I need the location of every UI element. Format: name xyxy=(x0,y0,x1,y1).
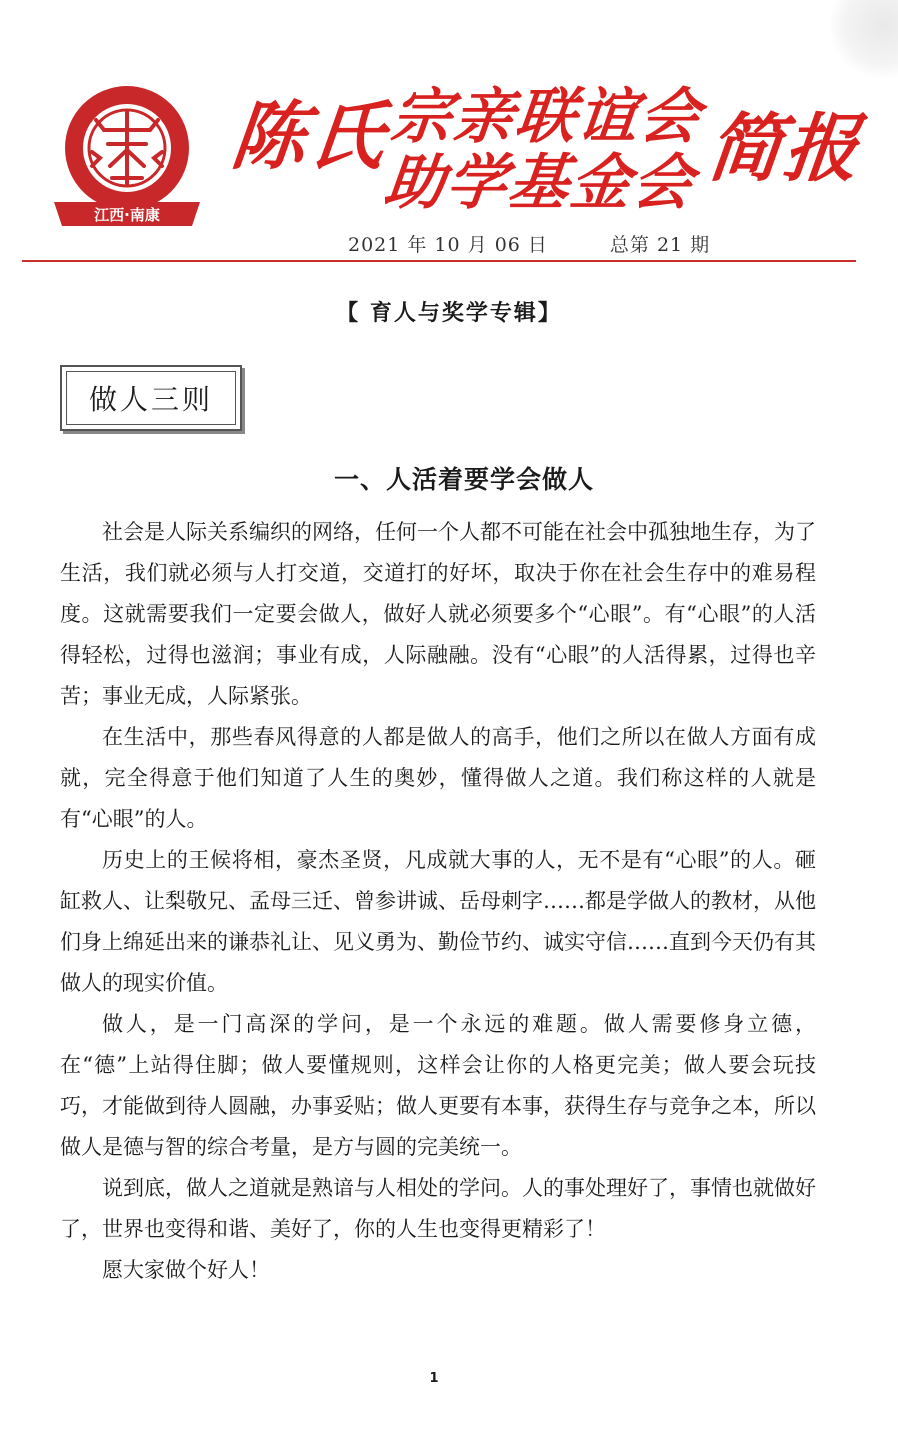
masthead-line2: 助学基金会 xyxy=(380,148,699,218)
issue-line xyxy=(348,230,710,257)
clan-seal-logo-icon xyxy=(52,80,202,230)
sub-heading: 一、人活着要学会做人 xyxy=(333,465,594,494)
masthead-suffix: 简报 xyxy=(703,106,865,192)
special-title: 【 育人与奖学专辑】 xyxy=(336,301,562,326)
page-number: 1 xyxy=(429,1371,439,1386)
paragraph: 在生活中，那些春风得意的人都是做人的高手，他们之所以在做人方面有成就，完全得意于他们知道了人生的奥妙，懂得做人之道。我们称这样的人就是有“心眼”的人。 xyxy=(60,725,816,831)
paragraph: 历史上的王候将相，豪杰圣贤，凡成就大事的人，无不是有“心眼”的人。砸缸救人、让梨敬兄、孟母三迁、曾参讲诚、岳母刺字……都是学做人的教材，从他们身上绵延出来的谦恭礼让、见义勇为、勤俭节约、诚实守信……直到今天仍有其做人的现实价值。 xyxy=(60,848,817,995)
header-rule xyxy=(22,260,856,262)
paragraph: 说到底，做人之道就是熟谙与人相处的学问。人的事处理好了，事情也就做好了，世界也变得和谐、美好了，你的人生也变得更精彩了！ xyxy=(60,1176,816,1241)
boxed-title: 做人三则 xyxy=(60,365,242,431)
masthead-lines xyxy=(381,84,705,216)
logo-badge-text: 江西·南康 xyxy=(94,206,160,224)
article-body xyxy=(60,512,816,1291)
paragraph: 社会是人际关系编织的网络，任何一个人都不可能在社会中孤独地生存，为了生活，我们就必须与人打交道，交道打的好坏，取决于你在社会生存中的难易程度。这就需要我们一定要会做人，做好人就必须要多个“心眼”。有“心眼”的人活得轻松，过得也滋润；事业有成，人际融融。没有“心眼”的人活得累，过得也辛苦；事业无成，人际紧张。 xyxy=(60,520,816,708)
corner-shadow xyxy=(828,0,898,80)
issue-date: 2021 年 10 月 06 日 xyxy=(348,234,548,256)
paragraph: 愿大家做个好人！ xyxy=(102,1258,270,1282)
masthead-name: 陈氏 xyxy=(227,94,393,180)
paragraph: 做人，是一门高深的学问，是一个永远的难题。做人需要修身立德，在“德”上站得住脚；做人要懂规则，这样会让你的人格更完美；做人要会玩技巧，才能做到待人圆融，办事妥贴；做人更要有本事，获得生存与竞争之本，所以做人是德与智的综合考量，是方与圆的完美统一。 xyxy=(60,1012,816,1159)
issue-number: 总第 21 期 xyxy=(609,234,711,256)
masthead-line1: 宗亲联谊会 xyxy=(387,82,706,152)
